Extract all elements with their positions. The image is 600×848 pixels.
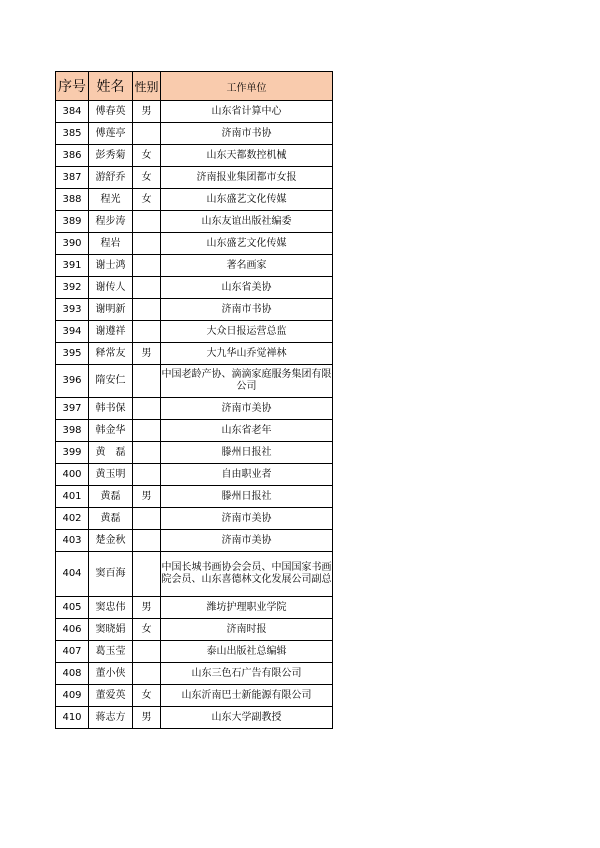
cell-work-unit: 济南市美协 [161,398,333,420]
cell-number: 385 [56,123,89,145]
cell-work-unit: 济南市美协 [161,530,333,552]
table-row [56,145,333,167]
cell-gender [133,420,161,442]
cell-gender: 女 [133,619,161,641]
cell-number: 405 [56,597,89,619]
table-row [56,420,333,442]
cell-gender: 男 [133,101,161,123]
table-row [56,167,333,189]
table-row [56,464,333,486]
header-work-unit: 工作单位 [161,72,333,101]
cell-name: 谢明新 [89,299,133,321]
cell-name: 程光 [89,189,133,211]
cell-name: 黄磊 [89,486,133,508]
cell-number: 406 [56,619,89,641]
cell-work-unit: 潍坊护理职业学院 [161,597,333,619]
cell-work-unit: 济南市书协 [161,299,333,321]
cell-number: 408 [56,663,89,685]
cell-number: 404 [56,552,89,597]
roster-table [55,71,333,729]
cell-gender: 女 [133,189,161,211]
cell-name: 傅莲亭 [89,123,133,145]
cell-number: 409 [56,685,89,707]
cell-work-unit: 济南市美协 [161,508,333,530]
cell-name: 释常友 [89,343,133,365]
cell-work-unit: 山东省老年 [161,420,333,442]
cell-number: 407 [56,641,89,663]
table-row [56,211,333,233]
table-row [56,442,333,464]
cell-name: 傅春英 [89,101,133,123]
cell-work-unit: 泰山出版社总编辑 [161,641,333,663]
table-row [56,123,333,145]
cell-work-unit: 滕州日报社 [161,486,333,508]
header-name: 姓名 [89,72,133,101]
table-row [56,619,333,641]
cell-number: 389 [56,211,89,233]
cell-work-unit: 山东省计算中心 [161,101,333,123]
cell-number: 394 [56,321,89,343]
cell-number: 399 [56,442,89,464]
cell-work-unit: 济南时报 [161,619,333,641]
cell-name: 楚金秋 [89,530,133,552]
cell-name: 黄玉明 [89,464,133,486]
table-row [56,530,333,552]
cell-number: 402 [56,508,89,530]
cell-number: 396 [56,365,89,398]
table-row [56,398,333,420]
cell-number: 397 [56,398,89,420]
cell-name: 韩金华 [89,420,133,442]
cell-number: 384 [56,101,89,123]
table-row [56,277,333,299]
cell-gender [133,365,161,398]
cell-name: 谢遵祥 [89,321,133,343]
cell-work-unit: 山东盛艺文化传媒 [161,189,333,211]
cell-gender [133,321,161,343]
cell-number: 393 [56,299,89,321]
cell-work-unit: 自由职业者 [161,464,333,486]
cell-work-unit: 中国老龄产协、滴滴家庭服务集团有限公司 [161,365,333,398]
cell-name: 程岩 [89,233,133,255]
cell-work-unit: 大九华山乔觉禅林 [161,343,333,365]
table-row [56,365,333,398]
table-row [56,597,333,619]
table-row [56,189,333,211]
table-row [56,685,333,707]
cell-number: 410 [56,707,89,729]
cell-work-unit: 济南市书协 [161,123,333,145]
cell-gender: 女 [133,685,161,707]
cell-number: 398 [56,420,89,442]
table-row [56,641,333,663]
cell-number: 386 [56,145,89,167]
cell-name: 隋安仁 [89,365,133,398]
cell-number: 401 [56,486,89,508]
cell-name: 董爱英 [89,685,133,707]
cell-gender: 女 [133,167,161,189]
cell-gender [133,552,161,597]
cell-name: 窦忠伟 [89,597,133,619]
cell-gender [133,508,161,530]
cell-number: 387 [56,167,89,189]
cell-gender [133,299,161,321]
cell-name: 葛玉莹 [89,641,133,663]
cell-gender [133,255,161,277]
cell-number: 388 [56,189,89,211]
cell-work-unit: 大众日报运营总监 [161,321,333,343]
cell-name: 程步涛 [89,211,133,233]
cell-name: 彭秀菊 [89,145,133,167]
cell-gender: 男 [133,597,161,619]
table-row [56,552,333,597]
cell-name: 窦晓娟 [89,619,133,641]
table-row [56,486,333,508]
cell-gender [133,641,161,663]
table-row [56,233,333,255]
cell-gender [133,663,161,685]
cell-gender [133,398,161,420]
cell-name: 蒋志方 [89,707,133,729]
cell-gender: 女 [133,145,161,167]
cell-name: 谢士鸿 [89,255,133,277]
cell-number: 403 [56,530,89,552]
table-row [56,707,333,729]
header-number: 序号 [56,72,89,101]
table-row [56,321,333,343]
table-row [56,299,333,321]
cell-gender [133,233,161,255]
cell-gender [133,464,161,486]
table-row [56,101,333,123]
cell-gender [133,530,161,552]
cell-work-unit: 著名画家 [161,255,333,277]
cell-number: 392 [56,277,89,299]
cell-work-unit: 山东省美协 [161,277,333,299]
cell-name: 谢传人 [89,277,133,299]
cell-gender [133,442,161,464]
cell-number: 395 [56,343,89,365]
cell-name: 游舒乔 [89,167,133,189]
header-row [56,72,333,101]
cell-work-unit: 山东天都数控机械 [161,145,333,167]
cell-work-unit: 滕州日报社 [161,442,333,464]
cell-number: 390 [56,233,89,255]
cell-name: 窦百海 [89,552,133,597]
cell-work-unit: 山东盛艺文化传媒 [161,233,333,255]
cell-work-unit: 济南报业集团都市女报 [161,167,333,189]
table-row [56,663,333,685]
cell-gender [133,277,161,299]
cell-work-unit: 中国长城书画协会会员、中国国家书画院会员、山东喜德林文化发展公司副总 [161,552,333,597]
cell-number: 400 [56,464,89,486]
cell-gender [133,123,161,145]
header-gender: 性别 [133,72,161,101]
cell-work-unit: 山东友谊出版社编委 [161,211,333,233]
cell-gender: 男 [133,486,161,508]
cell-work-unit: 山东三色石广告有限公司 [161,663,333,685]
cell-name: 韩书保 [89,398,133,420]
cell-name: 董小侠 [89,663,133,685]
cell-name: 黄 磊 [89,442,133,464]
table-row [56,343,333,365]
cell-work-unit: 山东大学副教授 [161,707,333,729]
cell-gender: 男 [133,343,161,365]
cell-gender [133,211,161,233]
cell-name: 黄磊 [89,508,133,530]
table-row [56,255,333,277]
cell-work-unit: 山东沂南巴士新能源有限公司 [161,685,333,707]
cell-gender: 男 [133,707,161,729]
table-row [56,508,333,530]
cell-number: 391 [56,255,89,277]
